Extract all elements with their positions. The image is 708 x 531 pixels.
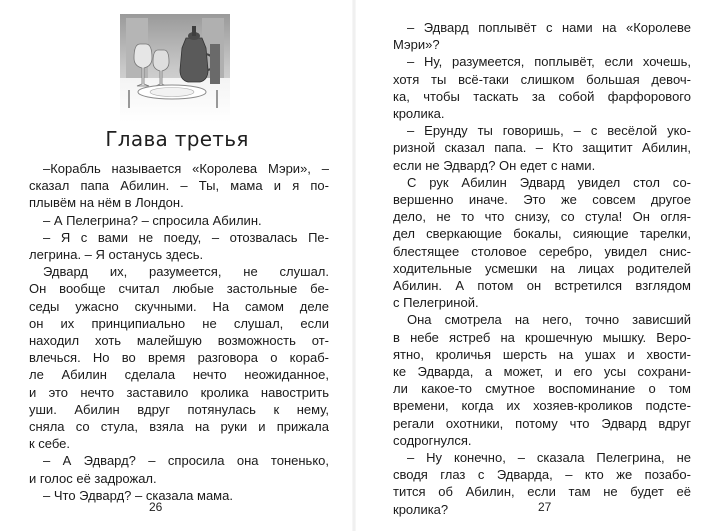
paragraph xyxy=(393,311,691,449)
text-line: – Ну конечно, – сказала Пелегрина, не xyxy=(407,450,691,466)
text-line: ятно, кроличья шерсть на ушах и хвости- xyxy=(393,346,691,362)
text-line: хотя ты всё-таки слишком большая девоч- xyxy=(393,71,691,87)
chapter-illustration xyxy=(120,14,230,122)
text-line: Эдвард их, разумеется, не слушал. xyxy=(43,264,329,280)
paragraph xyxy=(29,452,329,486)
text-line: – Я с вами не поеду, – отозвалась Пе- xyxy=(43,229,329,245)
text-line: седы ужасно скучными. На самом деле xyxy=(29,298,329,314)
text-line: легрина. – Я останусь здесь. xyxy=(29,247,204,263)
paragraph xyxy=(29,212,329,229)
text-line: С рук Абилин Эдвард увидел стол со- xyxy=(407,174,691,190)
text-line: и это нечто заставило кролика навострить xyxy=(29,384,329,400)
text-line: Абилин. А потом он встретился взглядом xyxy=(393,278,691,294)
text-line: – Что Эдвард? – сказала мама. xyxy=(43,487,233,503)
text-line: ходительные усмешки на лицах родителей xyxy=(393,260,691,276)
text-line: – А Эдвард? – спросила она тоненько, xyxy=(43,453,329,469)
text-line: –Корабль называется «Королева Мэри», – xyxy=(43,161,329,176)
text-line: плывём на нём в Лондон. xyxy=(29,195,184,211)
text-line: тится об Абилин, если там не будет её xyxy=(393,484,691,500)
table-setting-illustration xyxy=(120,14,230,122)
text-line: к себе. xyxy=(29,436,71,452)
text-line: – Ну, разумеется, поплывёт, если хочешь, xyxy=(407,54,691,70)
text-line: если не Эдвард? Он едет с нами. xyxy=(393,157,596,173)
text-line: ка, чтобы таскать за собой фарфорового xyxy=(393,88,691,104)
chapter-title: Глава третья xyxy=(105,127,249,151)
text-line: – Ерунду ты говоришь, – с весёлой уко- xyxy=(407,123,691,139)
text-line: сняла со стула, взяла на руки и прижала xyxy=(29,419,329,435)
text-line: находил хоть малейшую возможность от- xyxy=(29,333,329,349)
text-line: дело, не то что снизу, со стула! Он огля- xyxy=(393,209,691,225)
paragraph xyxy=(29,263,329,452)
text-line: в небе ястреб на крошечную мышку. Веро- xyxy=(393,329,691,345)
text-line: влечься. Но во время разговора о кораб- xyxy=(29,350,329,366)
text-line: кролика? xyxy=(393,501,449,517)
paragraph xyxy=(29,229,329,263)
text-line: ле Абилин сделала нечто неожиданное, xyxy=(29,367,329,383)
text-line: регали охотники, потому что Эдвард вдруг xyxy=(393,415,691,431)
text-line: ли какое-то смутное воспоминание о том xyxy=(393,381,691,397)
text-line: – Эдвард поплывёт с нами на «Королеве xyxy=(407,20,691,35)
text-line: и голос её задрожал. xyxy=(29,470,157,486)
page-number-right: 27 xyxy=(538,500,552,514)
text-line: времени, когда их хозяев-кроликов подсте- xyxy=(393,398,691,414)
text-line: блестящее столовое серебро, увидел снис- xyxy=(393,243,691,259)
right-page xyxy=(354,0,708,531)
text-line: сводя глаз с Эдварда, – кто же позабо- xyxy=(393,467,691,483)
text-line: Мэри»? xyxy=(393,37,440,53)
paragraph xyxy=(29,160,329,212)
text-line: ризной сказал папа. – Кто защитит Абилин, xyxy=(393,140,691,156)
text-line: сказал папа Абилин. – Ты, мама и я по- xyxy=(29,178,329,194)
text-line: вершенно иначе. Это же совсем другое xyxy=(393,192,691,208)
left-page-text xyxy=(29,160,329,504)
text-line: с Пелегриной. xyxy=(393,295,479,311)
text-line: дел сверкающие бокалы, сияющие тарелки, xyxy=(393,226,691,242)
text-line: содрогнулся. xyxy=(393,432,472,448)
paragraph xyxy=(393,19,691,53)
paragraph xyxy=(393,174,691,312)
text-line: ке Эдварда, а может, и его усы сохрани- xyxy=(393,364,691,380)
text-line: уши. Абилин вдруг потянулась к нему, xyxy=(29,401,329,417)
text-line: Она смотрела на него, точно зависший xyxy=(407,312,691,328)
text-line: – А Пелегрина? – спросила Абилин. xyxy=(43,212,262,228)
text-line: он их принципиально не слушал, если xyxy=(29,315,329,331)
right-page-text xyxy=(393,19,691,518)
page-number-left: 26 xyxy=(149,500,163,514)
paragraph xyxy=(393,53,691,122)
text-line: кролика. xyxy=(393,106,445,122)
paragraph xyxy=(29,487,329,504)
text-line: Он вообще считал любые застольные бе- xyxy=(29,281,329,297)
paragraph xyxy=(393,122,691,174)
